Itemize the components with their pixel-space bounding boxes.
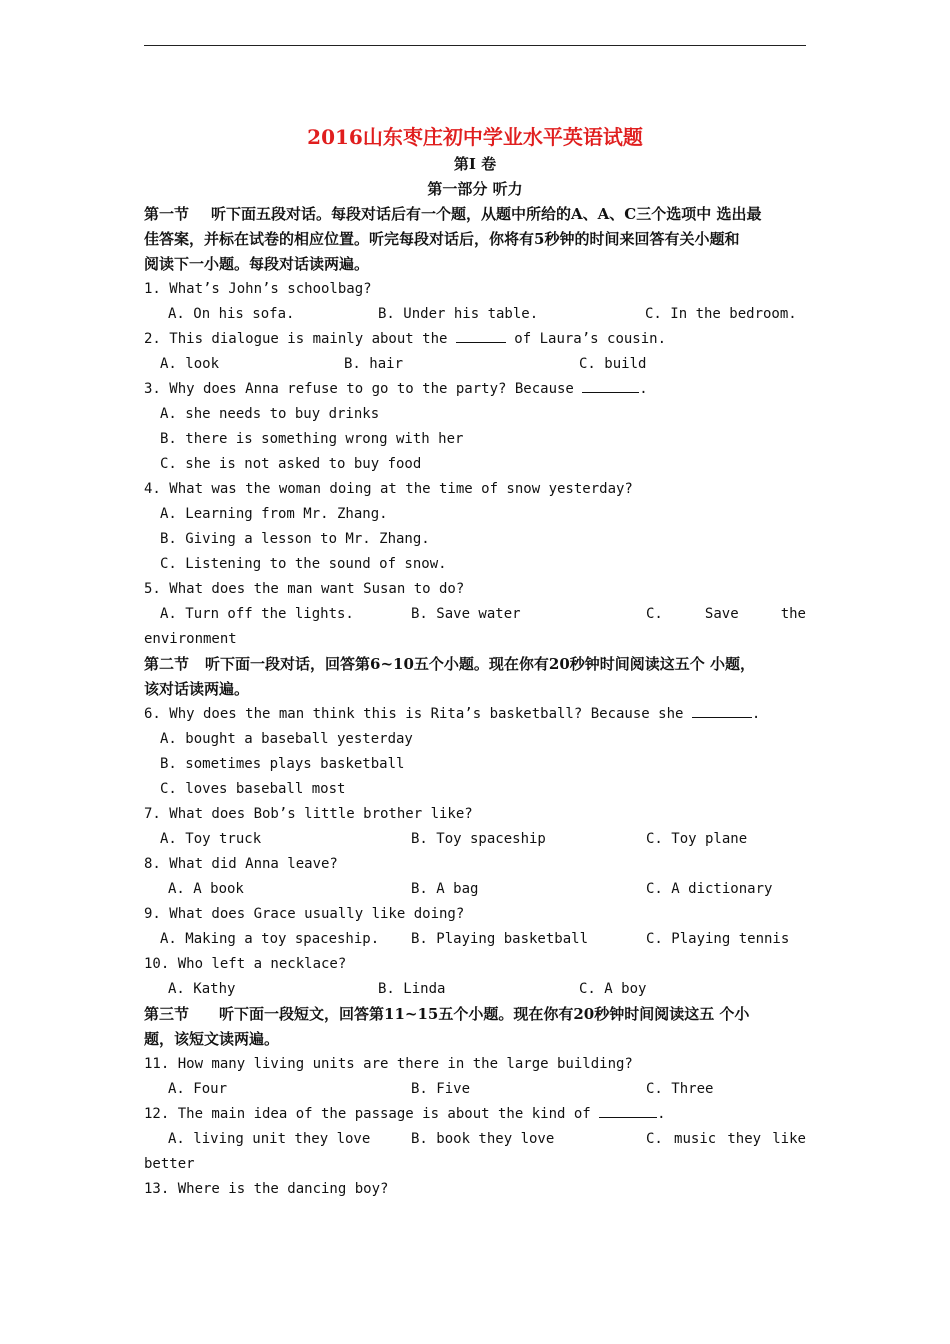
section-2-instructions — [144, 652, 806, 702]
section-3-instructions — [144, 1002, 806, 1052]
option-b: B. Playing basketball — [411, 931, 589, 947]
question-11-options — [144, 1077, 806, 1102]
question-1-options — [144, 302, 806, 327]
question-2-options — [144, 352, 806, 377]
option-c: C. In the bedroom. — [645, 306, 797, 322]
option-b: B. sometimes plays basketball — [160, 756, 405, 772]
question-5-options — [144, 602, 806, 627]
question-8: 8. What did Anna leave? — [144, 856, 338, 872]
option-b: B. A bag — [411, 881, 479, 897]
option-c: C. Three — [646, 1081, 714, 1097]
question-12 — [144, 1102, 806, 1127]
option-a: A. On his sofa. — [168, 306, 295, 322]
option-a: A. Learning from Mr. Zhang. — [160, 506, 388, 522]
question-10-options — [144, 977, 806, 1002]
question-6 — [144, 702, 806, 727]
option-c-word: music — [674, 1131, 717, 1147]
option-a: A. Four — [168, 1081, 228, 1097]
question-10: 10. Who left a necklace? — [144, 956, 347, 972]
option-b: B. book they love — [411, 1131, 555, 1147]
option-a: A. A book — [168, 881, 244, 897]
option-c-word: the — [780, 606, 806, 622]
option-c-word: they — [727, 1131, 762, 1147]
option-a: A. living unit they love — [168, 1131, 371, 1147]
section-1-line1: 听下面五段对话。每段对话后有一个题，从题中所给的A、A、C三个选项中 选出最 — [211, 205, 762, 223]
option-c-word: Save — [704, 606, 739, 622]
question-8-options — [144, 877, 806, 902]
section-2-line2: 该对话读两遍。 — [144, 680, 250, 698]
section-1-instructions — [144, 202, 806, 277]
question-2 — [144, 327, 806, 352]
question-9-options — [144, 927, 806, 952]
section-1-line3: 阅读下一小题。每段对话读两遍。 — [144, 255, 370, 273]
question-4: 4. What was the woman doing at the time of snow yesterday? — [144, 481, 633, 497]
question-2-text: 2. This dialogue is mainly about the — [144, 331, 456, 347]
section-2-label: 第二节 — [144, 655, 190, 673]
section-3-label: 第三节 — [144, 1005, 190, 1023]
question-6-text-end: . — [751, 706, 761, 722]
option-c — [646, 1127, 806, 1152]
option-b: B. Five — [411, 1081, 471, 1097]
header-rule — [144, 45, 806, 46]
option-a: A. Making a toy spaceship. — [160, 931, 380, 947]
question-6-text: 6. Why does the man think this is Rita’s basketball? Because she — [144, 706, 692, 722]
option-c: C. loves baseball most — [160, 781, 346, 797]
answer-blank — [599, 1103, 657, 1118]
volume-heading: 第I 卷 — [453, 155, 497, 173]
question-7-options — [144, 827, 806, 852]
question-3 — [144, 377, 806, 402]
option-b: B. hair — [344, 356, 404, 372]
question-13: 13. Where is the dancing boy? — [144, 1181, 389, 1197]
exam-content — [144, 122, 806, 1202]
answer-blank — [692, 703, 752, 718]
option-b: B. Save water — [411, 606, 521, 622]
option-c-continuation: better — [144, 1156, 195, 1172]
option-a: A. look — [160, 356, 220, 372]
option-b: B. there is something wrong with her — [160, 431, 464, 447]
question-12-text: 12. The main idea of the passage is about the kind of — [144, 1106, 600, 1122]
option-c-letter: C. — [646, 606, 663, 622]
exam-title: 2016山东枣庄初中学业水平英语试题 — [307, 125, 643, 149]
option-b: B. Giving a lesson to Mr. Zhang. — [160, 531, 430, 547]
answer-blank — [582, 378, 639, 393]
question-7: 7. What does Bob’s little brother like? — [144, 806, 473, 822]
option-c: C. A boy — [579, 981, 647, 997]
question-9: 9. What does Grace usually like doing? — [144, 906, 465, 922]
option-c-continuation: environment — [144, 631, 237, 647]
question-2-text-end: of Laura’s cousin. — [505, 331, 667, 347]
option-a: A. Turn off the lights. — [160, 606, 354, 622]
option-c-letter: C. — [646, 1131, 663, 1147]
answer-blank — [456, 328, 506, 343]
part-heading: 第一部分 听力 — [427, 180, 523, 198]
option-a: A. Toy truck — [160, 831, 262, 847]
option-a: A. she needs to buy drinks — [160, 406, 380, 422]
question-12-text-end: . — [657, 1106, 666, 1122]
section-3-line1: 听下面一段短文，回答第11~15五个小题。现在你有20秒钟时间阅读这五 个小 — [219, 1005, 750, 1023]
question-1: 1. What’s John’s schoolbag? — [144, 281, 372, 297]
option-b: B. Linda — [378, 981, 446, 997]
option-a: A. bought a baseball yesterday — [160, 731, 413, 747]
option-c: C. A dictionary — [646, 881, 773, 897]
question-3-text: 3. Why does Anna refuse to go to the party? Because — [144, 381, 583, 397]
option-a: A. Kathy — [168, 981, 236, 997]
option-c: C. she is not asked to buy food — [160, 456, 422, 472]
option-c — [646, 602, 806, 627]
question-5: 5. What does the man want Susan to do? — [144, 581, 465, 597]
question-3-text-end: . — [639, 381, 648, 397]
option-c: C. Listening to the sound of snow. — [160, 556, 447, 572]
question-12-options — [144, 1127, 806, 1152]
option-b: B. Under his table. — [378, 306, 539, 322]
section-1-label: 第一节 — [144, 205, 190, 223]
option-b: B. Toy spaceship — [411, 831, 546, 847]
question-11: 11. How many living units are there in the large building? — [144, 1056, 633, 1072]
section-2-line1: 听下面一段对话，回答第6~10五个小题。现在你有20秒钟时间阅读这五个 小题， — [205, 655, 755, 673]
option-c: C. Playing tennis — [646, 931, 790, 947]
option-c: C. build — [579, 356, 647, 372]
option-c: C. Toy plane — [646, 831, 748, 847]
section-1-line2: 佳答案，并标在试卷的相应位置。听完每段对话后，你将有5秒钟的时间来回答有关小题和 — [144, 230, 740, 248]
section-3-line2: 题，该短文读两遍。 — [144, 1030, 280, 1048]
option-c-word: like — [772, 1131, 806, 1147]
